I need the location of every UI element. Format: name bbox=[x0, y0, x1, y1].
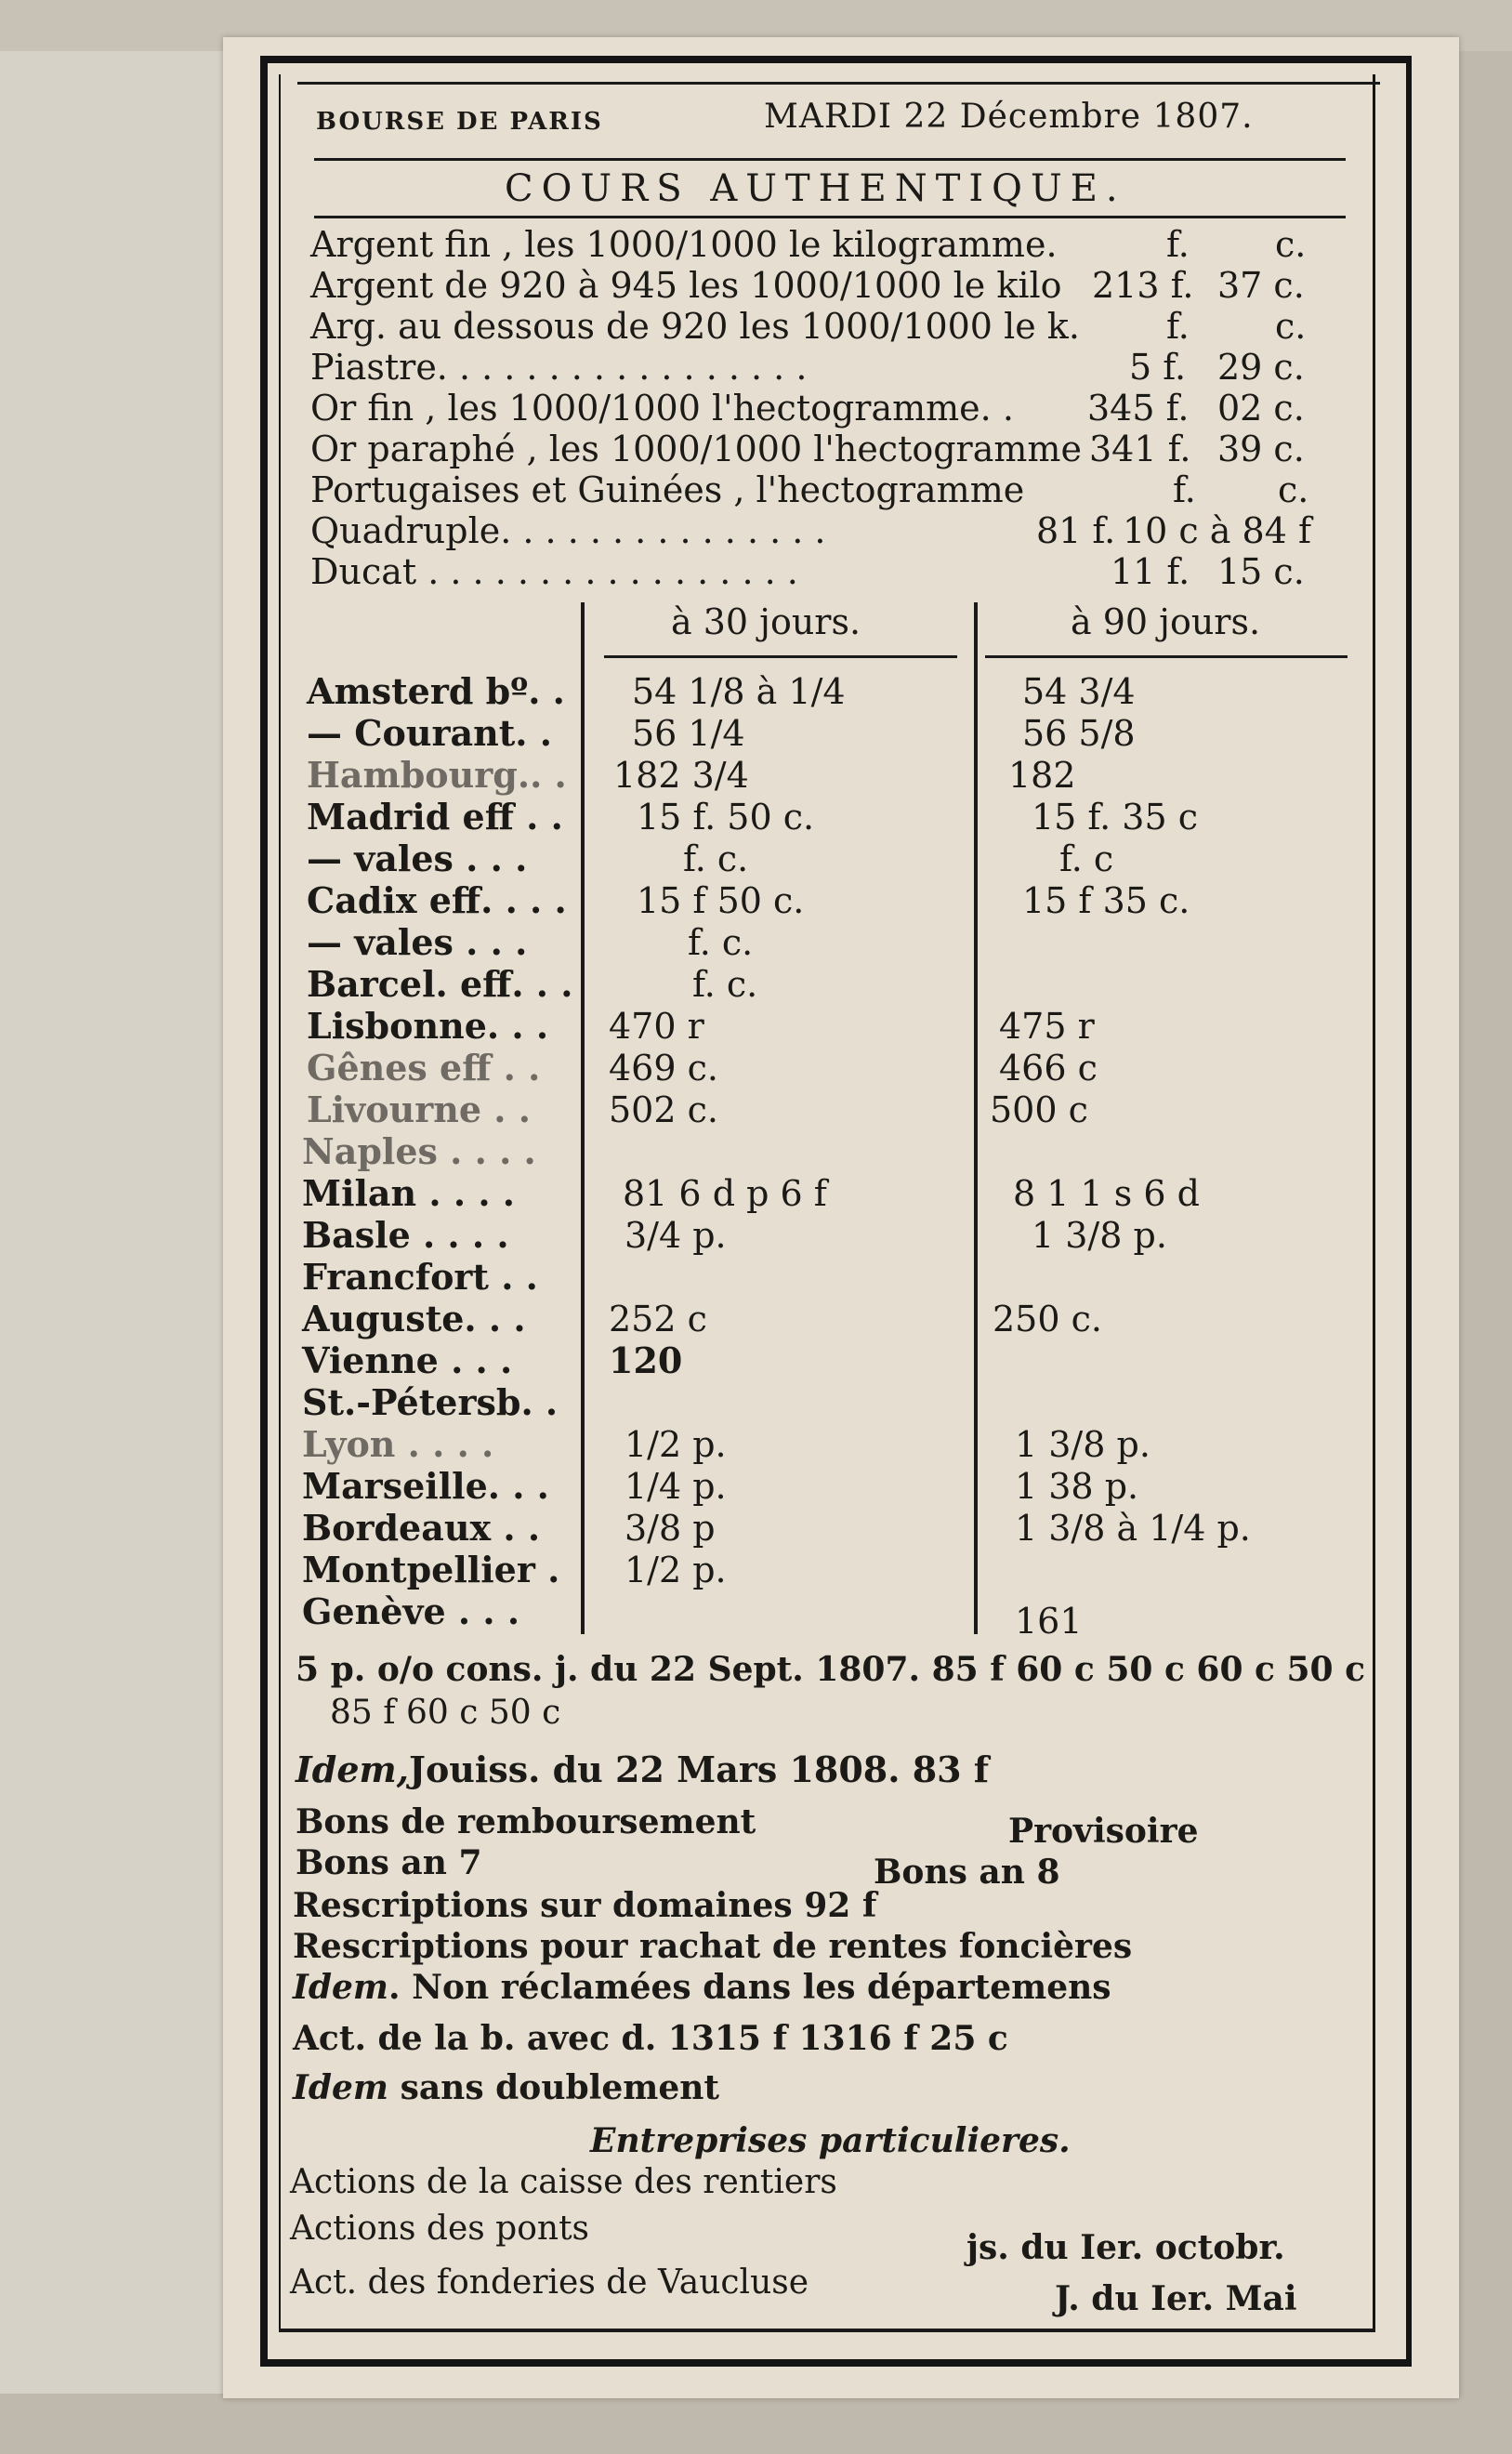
column-header-rule bbox=[985, 655, 1348, 658]
exchange-value-90: 466 c bbox=[999, 1048, 1098, 1088]
metal-label: Argent de 920 à 945 les 1000/1000 le kilo bbox=[310, 265, 1062, 306]
exchange-value-30: 120 bbox=[609, 1339, 683, 1381]
idem-jouissance bbox=[296, 1748, 990, 1790]
bourse-heading: BOURSE DE PARIS bbox=[316, 108, 603, 136]
exchange-place: St.-Pétersb. . bbox=[302, 1381, 559, 1423]
column-header-30-days: à 30 jours. bbox=[671, 601, 861, 642]
enterprise-note: js. du Ier. octobr. bbox=[966, 2228, 1285, 2267]
title-rule bbox=[314, 216, 1346, 218]
header-rule bbox=[314, 158, 1346, 161]
column-divider-right bbox=[974, 602, 978, 1634]
exchange-value-30: 54 1/8 à 1/4 bbox=[632, 671, 846, 712]
exchange-value-30: 1/2 p. bbox=[625, 1550, 727, 1590]
metal-label: Arg. au dessous de 920 les 1000/1000 le k. bbox=[310, 306, 1080, 347]
exchange-value-30: 252 c bbox=[609, 1299, 707, 1339]
metal-francs: f. bbox=[1166, 306, 1190, 347]
exchange-value-90: 1 38 p. bbox=[1015, 1466, 1139, 1507]
metal-francs: f. bbox=[1166, 224, 1190, 265]
exchange-place: Cadix eff. . . . bbox=[307, 879, 567, 921]
exchange-place: Milan . . . . bbox=[302, 1172, 516, 1214]
consolidated-continuation: 85 f 60 c 50 c bbox=[330, 1694, 561, 1732]
exchange-value-30: 1/4 p. bbox=[625, 1466, 727, 1507]
metal-centimes: 15 c. bbox=[1217, 551, 1305, 592]
exchange-value-30: f. c. bbox=[683, 838, 749, 879]
exchange-place: Vienne . . . bbox=[302, 1339, 513, 1381]
exchange-place: Madrid eff . . bbox=[307, 796, 563, 838]
exchange-value-90: 15 f 35 c. bbox=[1022, 880, 1190, 921]
exchange-place: — vales . . . bbox=[307, 838, 528, 879]
exchange-value-90: 15 f. 35 c bbox=[1032, 797, 1199, 838]
exchange-value-90: 182 bbox=[1008, 755, 1076, 796]
exchange-place: Barcel. eff. . . bbox=[307, 963, 573, 1005]
exchange-place: — Courant. . bbox=[307, 712, 552, 754]
metal-label: Portugaises et Guinées , l'hectogramme bbox=[310, 469, 1025, 510]
exchange-value-30: 3/4 p. bbox=[625, 1215, 727, 1256]
idem-text: . Non réclamées dans les départemens bbox=[388, 1968, 1111, 2007]
exchange-value-30: 1/2 p. bbox=[625, 1424, 727, 1465]
rescriptions-domaines: Rescriptions sur domaines 92 f bbox=[293, 1886, 877, 1925]
date-heading: MARDI 22 Décembre 1807. bbox=[764, 98, 1254, 136]
exchange-place: Genève . . . bbox=[302, 1590, 520, 1632]
exchange-value-90: f. c bbox=[1059, 838, 1114, 879]
exchange-value-30: 502 c. bbox=[609, 1089, 718, 1130]
exchange-place: Livourne . . bbox=[307, 1088, 531, 1130]
metal-label: Piastre. . . . . . . . . . . . . . . . . bbox=[310, 347, 808, 388]
exchange-value-30: 182 3/4 bbox=[613, 755, 749, 796]
idem-label: Idem bbox=[293, 1968, 389, 2007]
exchange-value-90: 1 3/8 p. bbox=[1032, 1215, 1167, 1256]
metal-centimes: 39 c. bbox=[1217, 429, 1305, 469]
exchange-value-90: 475 r bbox=[999, 1006, 1095, 1047]
exchange-value-30: 3/8 p bbox=[625, 1508, 716, 1549]
page-title: COURS AUTHENTIQUE. bbox=[505, 167, 1126, 210]
idem-text: sans doublement bbox=[400, 2068, 720, 2107]
metal-francs: 213 f. bbox=[1092, 265, 1194, 306]
metal-francs: 5 f. bbox=[1129, 347, 1187, 388]
enterprises-heading: Entreprises particulieres. bbox=[590, 2121, 1071, 2160]
exchange-place: Francfort . . bbox=[302, 1256, 538, 1298]
enterprise-item: Actions des ponts bbox=[290, 2210, 590, 2248]
exchange-value-90: 56 5/8 bbox=[1022, 713, 1136, 754]
exchange-value-30: f. c. bbox=[688, 922, 754, 963]
exchange-value-90: 161 bbox=[1015, 1601, 1083, 1642]
exchange-place: Basle . . . . bbox=[302, 1214, 509, 1256]
idem-label: Idem, bbox=[296, 1748, 409, 1790]
column-header-rule bbox=[604, 655, 957, 658]
metal-label: Argent fin , les 1000/1000 le kilogramme. bbox=[310, 224, 1058, 265]
actions-banque: Act. de la b. avec d. 1315 f 1316 f 25 c bbox=[293, 2019, 1008, 2058]
bons-an-8: Bons an 8 bbox=[874, 1853, 1060, 1892]
exchange-value-30: f. c. bbox=[692, 964, 758, 1005]
metal-francs: 81 f. bbox=[1036, 510, 1116, 551]
exchange-value-90: 1 3/8 à 1/4 p. bbox=[1015, 1508, 1251, 1549]
exchange-place: Lisbonne. . . bbox=[307, 1005, 549, 1047]
top-rule bbox=[297, 82, 1380, 85]
exchange-place: Hambourg.. . bbox=[307, 754, 567, 796]
exchange-value-30: 81 6 d p 6 f bbox=[623, 1173, 827, 1214]
left-page-edge bbox=[0, 51, 238, 2394]
metal-francs: 341 f. bbox=[1089, 429, 1191, 469]
exchange-place: Montpellier . bbox=[302, 1549, 560, 1590]
idem-text: Jouiss. du 22 Mars 1808. 83 f bbox=[408, 1748, 990, 1790]
exchange-place: Marseille. . . bbox=[302, 1465, 549, 1507]
bottom-rule bbox=[279, 2329, 1375, 2332]
exchange-place: Bordeaux . . bbox=[302, 1507, 541, 1549]
exchange-value-30: 470 r bbox=[609, 1006, 704, 1047]
enterprise-item: Act. des fonderies de Vaucluse bbox=[290, 2263, 809, 2302]
metal-francs: 345 f. bbox=[1087, 388, 1190, 429]
enterprise-item: Actions de la caisse des rentiers bbox=[290, 2163, 837, 2201]
metal-francs: 11 f. bbox=[1111, 551, 1190, 592]
exchange-value-90: 1 3/8 p. bbox=[1015, 1424, 1150, 1465]
consolidated-five-percent: 5 p. o/o cons. j. du 22 Sept. 1807. 85 f 60 c 50 c 60 c 50 c bbox=[296, 1650, 1366, 1689]
exchange-place: Lyon . . . . bbox=[302, 1423, 494, 1465]
exchange-value-30: 15 f. 50 c. bbox=[637, 797, 815, 838]
column-divider-left bbox=[581, 602, 585, 1634]
exchange-place: — vales . . . bbox=[307, 921, 528, 963]
exchange-value-30: 56 1/4 bbox=[632, 713, 745, 754]
metal-label: Or fin , les 1000/1000 l'hectogramme. . bbox=[310, 388, 1014, 429]
exchange-place: Gênes eff . . bbox=[307, 1047, 541, 1088]
bons-remboursement: Bons de remboursement bbox=[296, 1802, 756, 1841]
exchange-value-30: 15 f 50 c. bbox=[637, 880, 805, 921]
exchange-place: Amsterd bº. . bbox=[307, 670, 565, 712]
metal-label: Or paraphé , les 1000/1000 l'hectogramme bbox=[310, 429, 1082, 469]
metal-centimes: c. bbox=[1275, 224, 1307, 265]
enterprise-note: J. du Ier. Mai bbox=[1055, 2279, 1297, 2318]
metal-label: Quadruple. . . . . . . . . . . . . . . bbox=[310, 510, 826, 551]
exchange-value-90: 8 1 1 s 6 d bbox=[1013, 1173, 1200, 1214]
idem-label: Idem bbox=[293, 2068, 389, 2107]
metal-centimes: c. bbox=[1278, 469, 1309, 510]
metal-centimes: 37 c. bbox=[1217, 265, 1305, 306]
exchange-value-30: 469 c. bbox=[609, 1048, 718, 1088]
metal-label: Ducat . . . . . . . . . . . . . . . . . bbox=[310, 551, 798, 592]
metal-francs: f. bbox=[1173, 469, 1196, 510]
exchange-place: Auguste. . . bbox=[302, 1298, 526, 1339]
metal-centimes: 29 c. bbox=[1217, 347, 1305, 388]
metal-centimes: 02 c. bbox=[1217, 388, 1305, 429]
metal-centimes: c. bbox=[1275, 306, 1307, 347]
bons-an-7: Bons an 7 bbox=[296, 1843, 482, 1882]
exchange-value-90: 54 3/4 bbox=[1022, 671, 1136, 712]
provisoire: Provisoire bbox=[1008, 1812, 1199, 1851]
idem-sans-doublement bbox=[293, 2068, 720, 2107]
exchange-place: Naples . . . . bbox=[302, 1130, 536, 1172]
rescriptions-rachat: Rescriptions pour rachat de rentes foncières bbox=[293, 1927, 1133, 1966]
exchange-value-90: 250 c. bbox=[993, 1299, 1102, 1339]
metal-centimes: 10 c à 84 f bbox=[1123, 510, 1312, 551]
exchange-value-90: 500 c bbox=[990, 1089, 1088, 1130]
column-header-90-days: à 90 jours. bbox=[1071, 601, 1261, 642]
idem-non-reclamees bbox=[293, 1968, 1111, 2007]
